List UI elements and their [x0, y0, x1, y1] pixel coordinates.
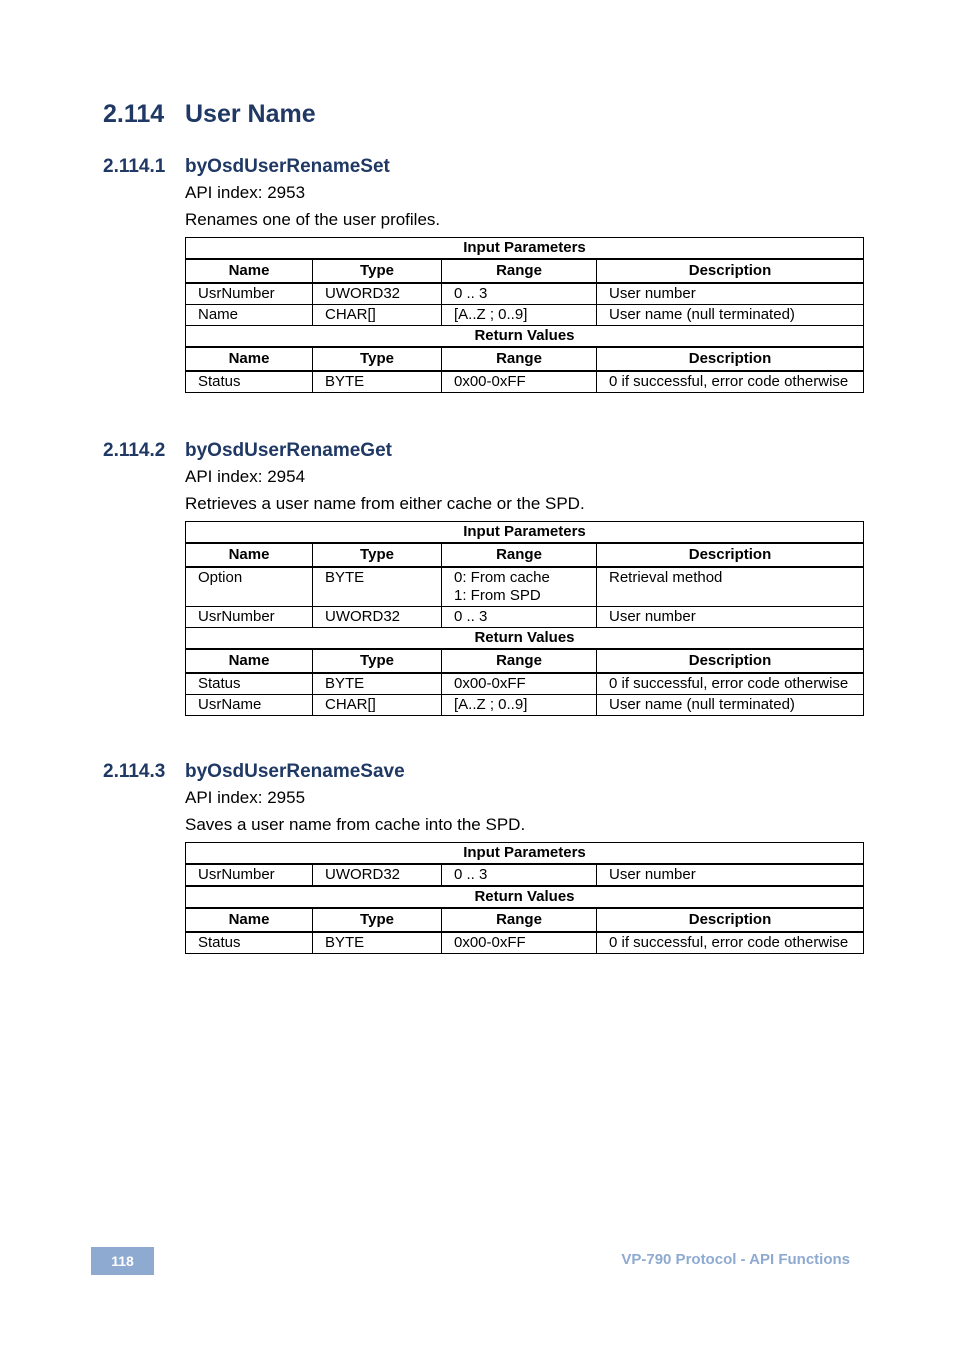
- cell: 0 .. 3: [442, 864, 597, 886]
- input-params-label: Input Parameters: [186, 522, 864, 544]
- section-number: 2.114.1: [103, 156, 166, 177]
- col-type: Type: [313, 259, 442, 283]
- section-number: 2.114.2: [103, 440, 166, 461]
- cell: 0x00-0xFF: [442, 932, 597, 954]
- cell: 0 if successful, error code otherwise: [597, 932, 864, 954]
- table-row: [186, 932, 864, 954]
- cell: 0: From cache 1: From SPD: [442, 567, 597, 607]
- cell: Status: [186, 932, 313, 954]
- table-row: [186, 567, 864, 607]
- col-description: Description: [597, 543, 864, 567]
- section-title: byOsdUserRenameSet: [185, 156, 390, 177]
- return-values-label: Return Values: [186, 326, 864, 348]
- table-header-row: [186, 649, 864, 673]
- footer-title: VP-790 Protocol - API Functions: [621, 1251, 850, 1268]
- table-row: [186, 864, 864, 886]
- table-row: [186, 371, 864, 393]
- cell: 0 .. 3: [442, 607, 597, 628]
- col-type: Type: [313, 347, 442, 371]
- col-range: Range: [442, 649, 597, 673]
- section-title: byOsdUserRenameGet: [185, 440, 392, 461]
- section-description: Retrieves a user name from either cache or the SPD.: [185, 494, 585, 513]
- table-header-row: [186, 347, 864, 371]
- cell: UsrNumber: [186, 607, 313, 628]
- section-description: Saves a user name from cache into the SPD.: [185, 815, 526, 834]
- col-range: Range: [442, 543, 597, 567]
- cell: Name: [186, 305, 313, 326]
- api-index: API index: 2955: [185, 788, 306, 807]
- col-description: Description: [597, 908, 864, 932]
- cell: CHAR[]: [313, 305, 442, 326]
- section-rename-set: [103, 154, 864, 393]
- cell: BYTE: [313, 371, 442, 393]
- col-description: Description: [597, 649, 864, 673]
- cell: User name (null terminated): [597, 305, 864, 326]
- section-title: byOsdUserRenameSave: [185, 761, 405, 782]
- section-heading: [103, 154, 864, 180]
- cell: CHAR[]: [313, 695, 442, 716]
- cell: UWORD32: [313, 607, 442, 628]
- col-name: Name: [186, 908, 313, 932]
- col-description: Description: [597, 259, 864, 283]
- table-row: [186, 673, 864, 695]
- cell: UsrName: [186, 695, 313, 716]
- col-name: Name: [186, 259, 313, 283]
- table-row: [186, 607, 864, 628]
- api-index: API index: 2953: [185, 183, 306, 202]
- cell: User number: [597, 283, 864, 305]
- heading-title: User Name: [185, 100, 316, 128]
- col-type: Type: [313, 908, 442, 932]
- cell: 0x00-0xFF: [442, 673, 597, 695]
- return-values-label: Return Values: [186, 628, 864, 650]
- cell: BYTE: [313, 932, 442, 954]
- cell: Option: [186, 567, 313, 607]
- cell: Retrieval method: [597, 567, 864, 607]
- col-type: Type: [313, 649, 442, 673]
- section-heading: [103, 438, 864, 464]
- cell: User name (null terminated): [597, 695, 864, 716]
- col-range: Range: [442, 259, 597, 283]
- cell: 0 if successful, error code otherwise: [597, 371, 864, 393]
- cell: [A..Z ; 0..9]: [442, 695, 597, 716]
- col-range: Range: [442, 347, 597, 371]
- col-description: Description: [597, 347, 864, 371]
- cell: 0 .. 3: [442, 283, 597, 305]
- input-params-label: Input Parameters: [186, 843, 864, 865]
- col-name: Name: [186, 543, 313, 567]
- cell: User number: [597, 607, 864, 628]
- col-name: Name: [186, 649, 313, 673]
- cell: 0x00-0xFF: [442, 371, 597, 393]
- cell: UsrNumber: [186, 283, 313, 305]
- section-rename-save: [103, 759, 864, 954]
- cell: UWORD32: [313, 283, 442, 305]
- table-row: [186, 283, 864, 305]
- page-heading: [103, 100, 316, 129]
- cell: User number: [597, 864, 864, 886]
- cell: UWORD32: [313, 864, 442, 886]
- params-table: [185, 842, 864, 954]
- cell: Status: [186, 673, 313, 695]
- input-params-label: Input Parameters: [186, 238, 864, 260]
- section-number: 2.114.3: [103, 761, 166, 782]
- page-number: 118: [91, 1247, 154, 1275]
- cell: Status: [186, 371, 313, 393]
- table-row: [186, 695, 864, 716]
- col-type: Type: [313, 543, 442, 567]
- section-rename-get: [103, 438, 864, 716]
- section-description: Renames one of the user profiles.: [185, 210, 441, 229]
- params-table: [185, 521, 864, 716]
- cell: BYTE: [313, 673, 442, 695]
- cell: 0 if successful, error code otherwise: [597, 673, 864, 695]
- table-header-row: [186, 259, 864, 283]
- return-values-label: Return Values: [186, 886, 864, 908]
- heading-number: 2.114: [103, 100, 165, 128]
- table-row: [186, 305, 864, 326]
- cell: [A..Z ; 0..9]: [442, 305, 597, 326]
- api-index: API index: 2954: [185, 467, 306, 486]
- cell: UsrNumber: [186, 864, 313, 886]
- col-range: Range: [442, 908, 597, 932]
- section-heading: [103, 759, 864, 785]
- col-name: Name: [186, 347, 313, 371]
- table-header-row: [186, 543, 864, 567]
- table-header-row: [186, 908, 864, 932]
- cell: BYTE: [313, 567, 442, 607]
- params-table: [185, 237, 864, 393]
